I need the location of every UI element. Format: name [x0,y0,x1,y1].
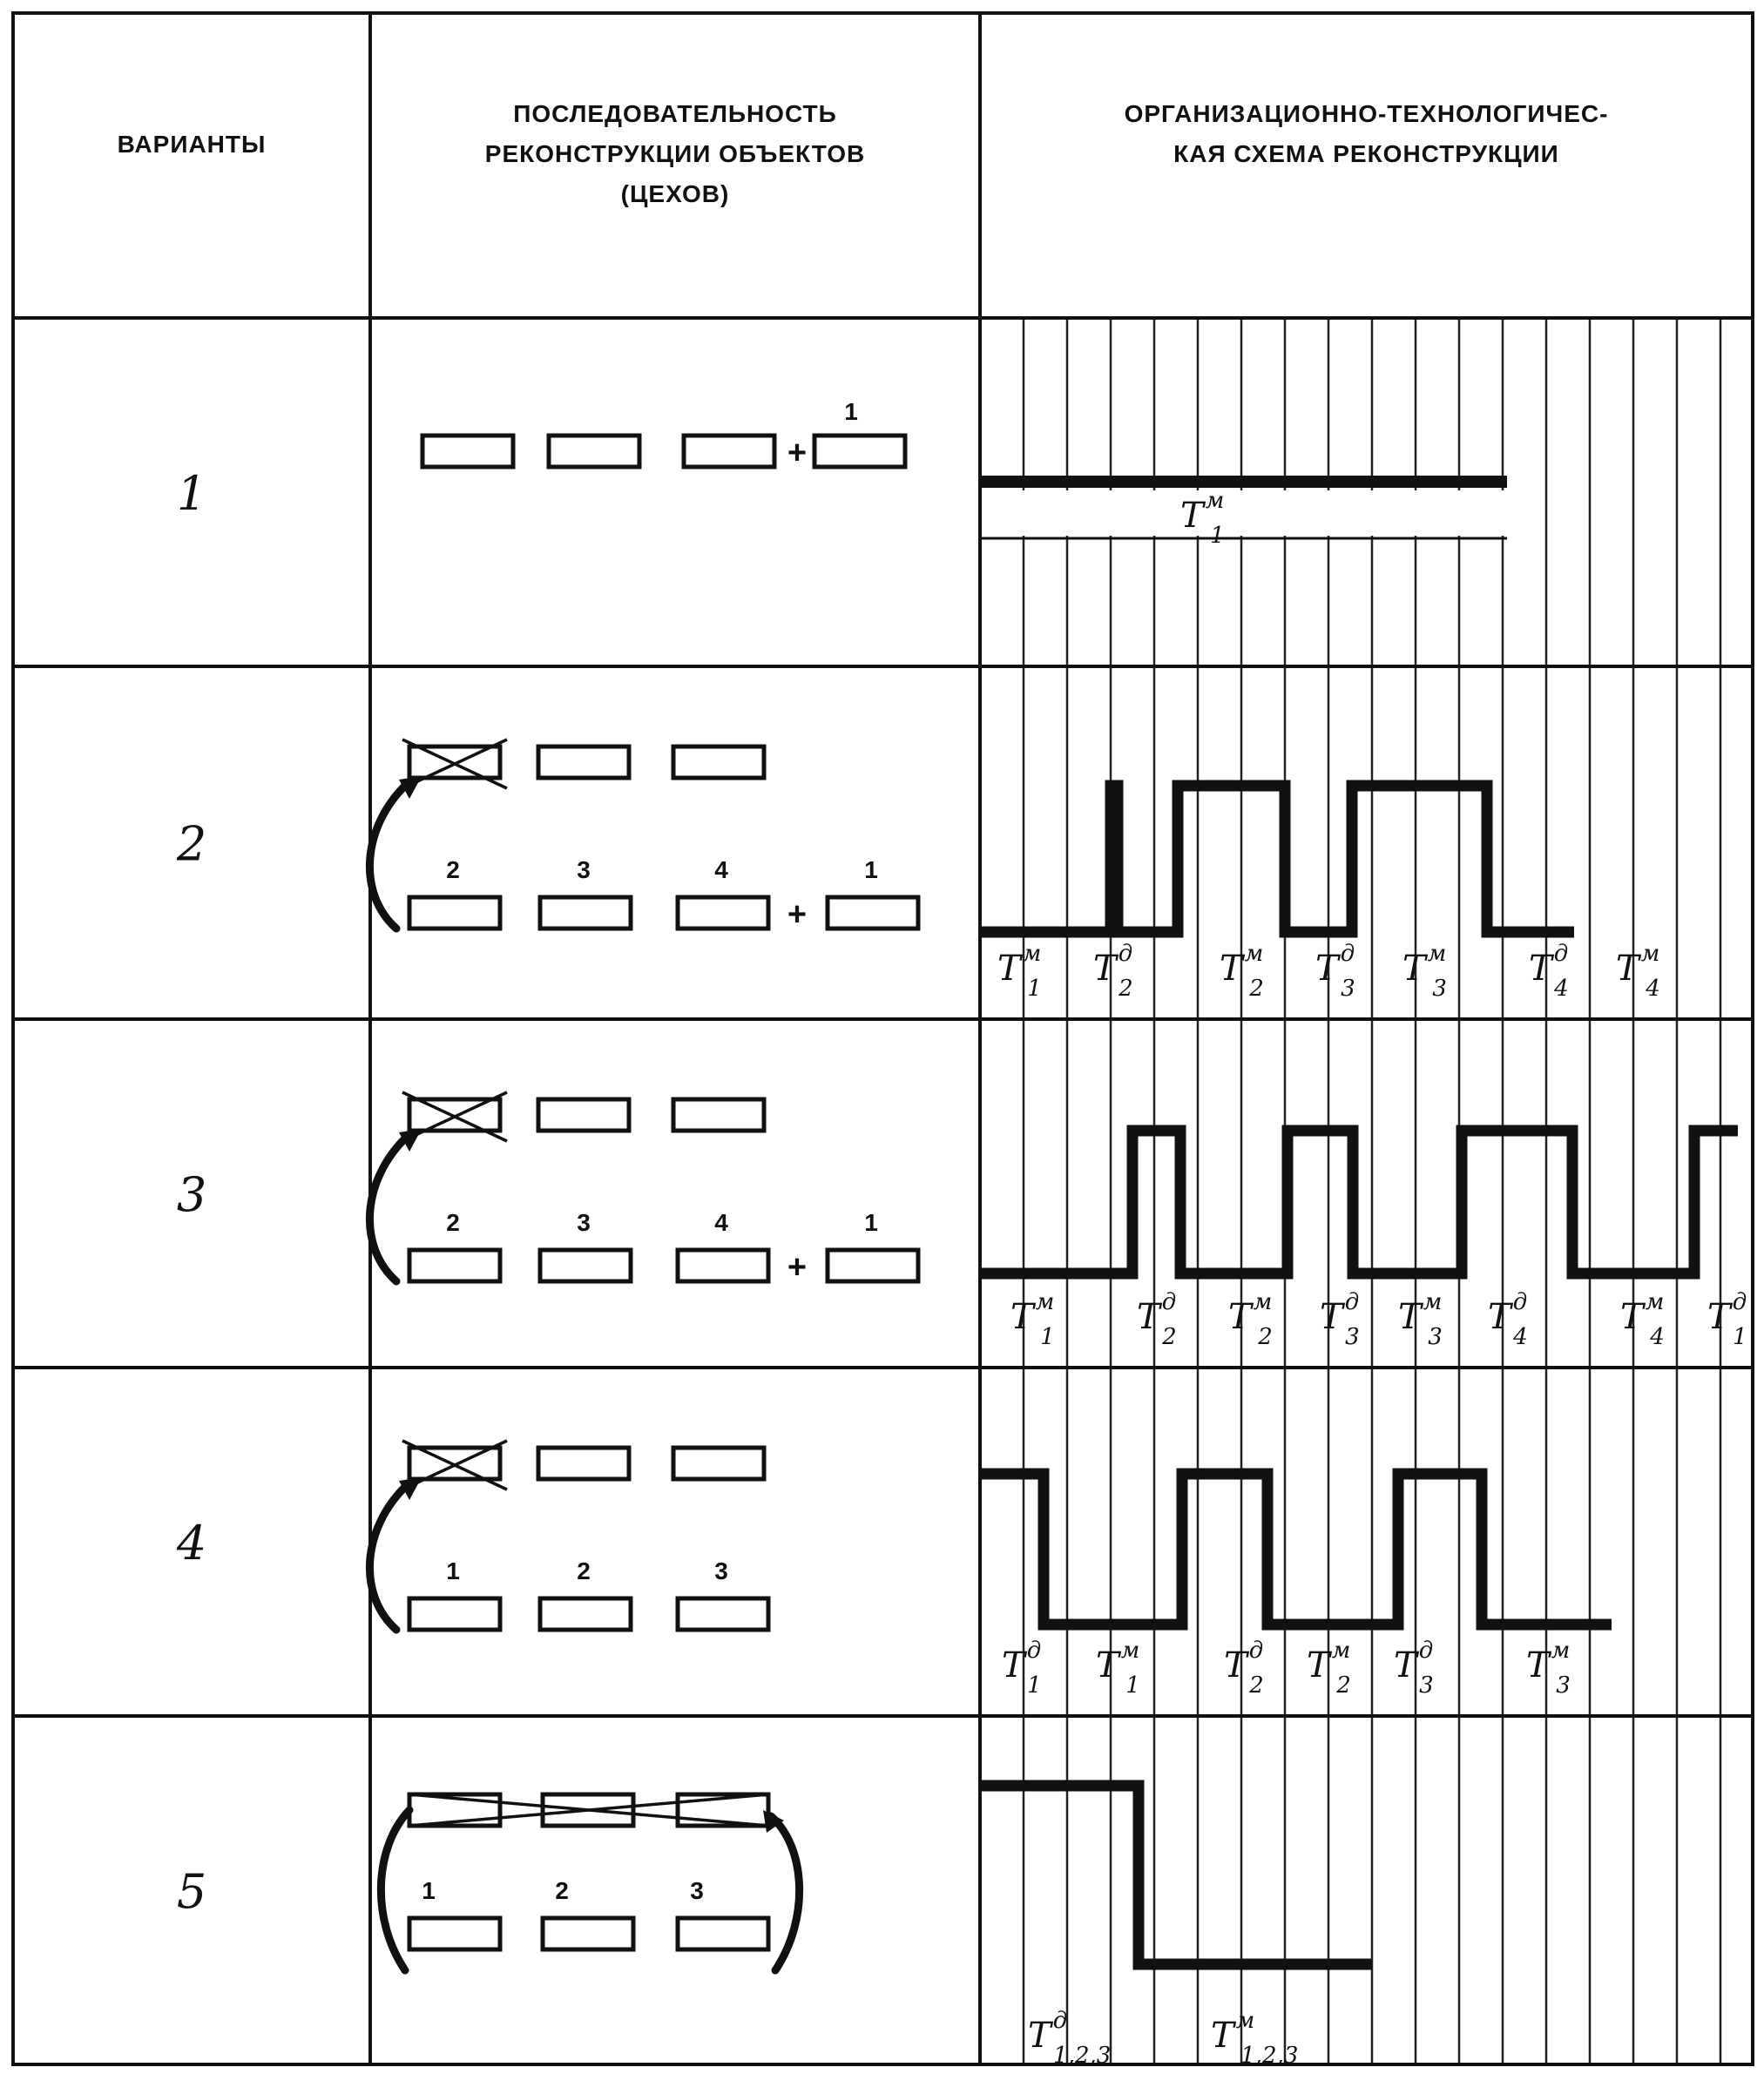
header-scheme-line: ОРГАНИЗАЦИОННО-ТЕХНОЛОГИЧЕС- [1124,100,1609,127]
object-label: 2 [446,856,460,883]
object-label: 3 [714,1557,728,1584]
header-sequence-line: (ЦЕХОВ) [620,180,730,207]
header-sequence-line: РЕКОНСТРУКЦИИ ОБЪЕКТОВ [484,140,866,167]
duration-label: $T^д$ 1 [1707,1289,1747,1350]
object-label: 4 [714,1209,728,1236]
variant-number: 2 [176,816,207,872]
header-scheme-line: КАЯ СХЕМА РЕКОНСТРУКЦИИ [1173,140,1559,167]
variant-number: 3 [176,1167,207,1222]
duration-label: $T^м$ 3 [1398,1289,1443,1350]
object-label: 3 [690,1877,704,1904]
duration-label: $T^д$ 3 [1320,1289,1360,1350]
duration-label: $T^м$ 1 [997,941,1042,1002]
duration-label: $T^д$ 1 [1002,1638,1042,1699]
duration-label: $T^д$ 2 [1093,941,1133,1002]
object-label: 2 [446,1209,460,1236]
duration-label: $T^м$ 3 [1402,941,1447,1002]
duration-label: $T^д$ 3 [1315,941,1355,1002]
duration-label: $T^м$ 2 [1220,941,1264,1002]
duration-label: $T^д$ 4 [1488,1289,1528,1350]
variant-number: 4 [176,1516,207,1571]
header-sequence-line: ПОСЛЕДОВАТЕЛЬНОСТЬ [513,100,837,127]
object-label: 3 [577,1209,591,1236]
variant-number: 5 [176,1864,207,1919]
header-variants-line: ВАРИАНТЫ [117,131,267,158]
duration-label: $T^м$ 1 [1180,488,1225,549]
object-label: 2 [577,1557,591,1584]
duration-label: $T^м$ 4 [1620,1289,1665,1350]
duration-label: $T^м$ 2 [1307,1638,1351,1699]
variant-number: 1 [176,466,207,521]
schedule-timeline [980,482,1507,549]
object-label: 3 [577,856,591,883]
duration-label: $T^м$ 1 [1096,1638,1140,1699]
object-label: 1 [422,1877,436,1904]
object-label: 1 [446,1557,460,1584]
label-area [983,490,1505,536]
duration-label: $T^м$ 1 [1010,1289,1055,1350]
object-label: 1 [844,398,858,425]
duration-label: $T^м$ 2 [1228,1289,1273,1350]
duration-label: $T^м$ 4 [1616,941,1660,1002]
plus-sign: + [787,1249,808,1286]
duration-label: $T^м$ 3 [1526,1638,1571,1699]
plus-sign: + [787,896,808,933]
duration-label: $T^д$ 4 [1529,941,1569,1002]
duration-label: $T^д$ 2 [1137,1289,1177,1350]
object-label: 1 [864,856,878,883]
object-label: 1 [864,1209,878,1236]
plus-sign: + [787,435,808,471]
object-label: 4 [714,856,728,883]
duration-label: $T^д$ 1,2,3 [1028,2008,1112,2069]
object-label: 2 [555,1877,569,1904]
duration-label: $T^д$ 2 [1224,1638,1264,1699]
duration-label: $T^м$ 1,2,3 [1211,2008,1299,2069]
duration-label: $T^д$ 3 [1394,1638,1434,1699]
